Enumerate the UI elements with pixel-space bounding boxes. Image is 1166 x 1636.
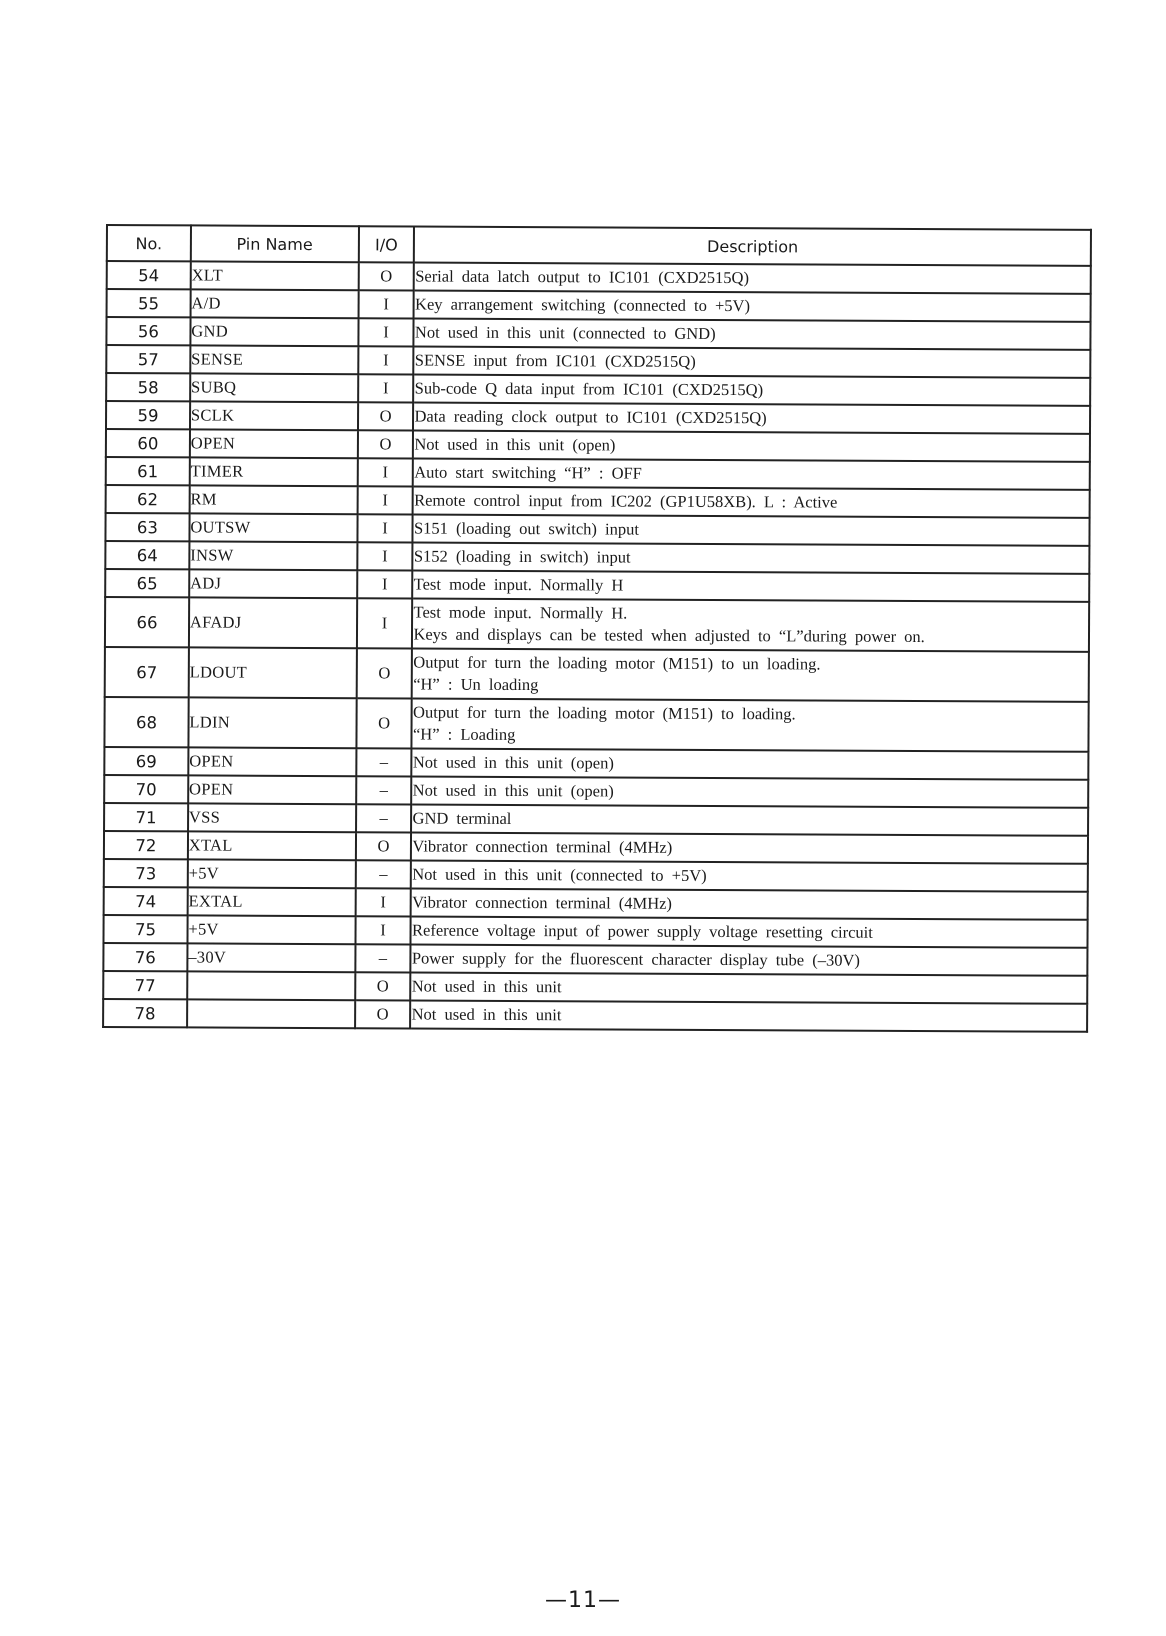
pin-io-cell: I bbox=[358, 374, 414, 402]
pin-name-cell: LDIN bbox=[188, 697, 356, 748]
pin-io-cell: O bbox=[355, 1000, 411, 1028]
description-line: Serial data latch output to IC101 (CXD2515Q) bbox=[415, 266, 750, 288]
pin-description-cell bbox=[414, 375, 1091, 406]
pin-name-cell: OPEN bbox=[190, 429, 358, 458]
pin-name-cell: SUBQ bbox=[190, 373, 358, 402]
description-line: Not used in this unit (connected to +5V) bbox=[412, 864, 707, 885]
description-line: GND terminal bbox=[412, 808, 512, 828]
description-line: Remote control input from IC202 (GP1U58XB). L : Active bbox=[414, 490, 838, 512]
description-line: Test mode input. Normally H. bbox=[413, 602, 628, 623]
pin-number-cell: 60 bbox=[106, 429, 190, 457]
description-line: SENSE input from IC101 (CXD2515Q) bbox=[414, 350, 696, 371]
pin-number-cell: 65 bbox=[105, 569, 189, 597]
description-line: Output for turn the loading motor (M151) to loading. bbox=[413, 702, 796, 724]
pin-io-cell: – bbox=[356, 748, 412, 776]
pin-description-cell bbox=[412, 599, 1089, 652]
description-line: Not used in this unit (open) bbox=[412, 780, 614, 801]
pin-description-cell bbox=[413, 487, 1090, 518]
pin-io-cell: I bbox=[357, 570, 413, 598]
table-body bbox=[103, 261, 1091, 1032]
pin-name-cell: +5V bbox=[188, 859, 356, 888]
table-header-row bbox=[107, 225, 1091, 266]
pin-name-cell: –30V bbox=[187, 943, 355, 972]
pin-description-cell bbox=[413, 515, 1090, 546]
pin-description-cell bbox=[412, 777, 1089, 808]
table-row bbox=[103, 999, 1087, 1032]
pin-number-cell: 61 bbox=[106, 457, 190, 485]
pin-description-cell bbox=[413, 543, 1090, 574]
description-line: Test mode input. Normally H bbox=[413, 574, 624, 595]
description-line: Vibrator connection terminal (4MHz) bbox=[412, 836, 673, 857]
pin-number-cell: 58 bbox=[106, 373, 190, 401]
page-number: —11— bbox=[545, 1588, 621, 1613]
pin-name-cell: OUTSW bbox=[189, 513, 357, 542]
pin-description-cell bbox=[413, 431, 1090, 462]
pin-number-cell: 73 bbox=[104, 859, 188, 887]
description-line: Output for turn the loading motor (M151) to un loading. bbox=[413, 652, 821, 674]
pin-number-cell: 68 bbox=[104, 697, 188, 747]
pin-name-cell bbox=[187, 999, 355, 1028]
pin-description-cell bbox=[411, 1000, 1088, 1031]
pin-description-table bbox=[102, 224, 1092, 1033]
pin-name-cell: VSS bbox=[188, 803, 356, 832]
pin-number-cell: 57 bbox=[106, 345, 190, 373]
description-line: “H” : Loading bbox=[412, 724, 516, 745]
pin-name-cell: XLT bbox=[191, 261, 359, 290]
pin-name-cell: OPEN bbox=[188, 747, 356, 776]
pin-number-cell: 54 bbox=[107, 261, 191, 289]
pin-number-cell: 77 bbox=[103, 971, 187, 999]
pin-number-cell: 66 bbox=[105, 597, 189, 647]
description-line: Auto start switching “H” : OFF bbox=[414, 462, 642, 483]
pin-io-cell: I bbox=[358, 290, 414, 318]
pin-io-cell: I bbox=[356, 598, 412, 648]
pin-number-cell: 70 bbox=[104, 775, 188, 803]
pin-name-cell: TIMER bbox=[190, 457, 358, 486]
pin-io-cell: O bbox=[356, 648, 412, 698]
pin-description-cell bbox=[411, 972, 1088, 1003]
pin-description-cell bbox=[412, 649, 1089, 702]
pin-io-cell: I bbox=[355, 916, 411, 944]
pin-name-cell: LDOUT bbox=[189, 647, 357, 698]
pin-io-cell: I bbox=[358, 346, 414, 374]
pin-name-cell: A/D bbox=[190, 289, 358, 318]
description-line: Data reading clock output to IC101 (CXD2515Q) bbox=[414, 406, 767, 428]
pin-name-cell: AFADJ bbox=[189, 597, 357, 648]
pin-io-cell: I bbox=[355, 888, 411, 916]
pin-name-cell: SENSE bbox=[190, 345, 358, 374]
pin-description-cell bbox=[414, 291, 1091, 322]
pin-number-cell: 64 bbox=[105, 541, 189, 569]
pin-number-cell: 63 bbox=[105, 513, 189, 541]
description-line: Not used in this unit (connected to GND) bbox=[414, 322, 716, 343]
pin-io-cell: O bbox=[355, 832, 411, 860]
header-description: Description bbox=[414, 227, 1091, 266]
pin-description-cell bbox=[414, 319, 1091, 350]
pin-number-cell: 72 bbox=[104, 831, 188, 859]
header-pin-name: Pin Name bbox=[191, 225, 359, 262]
pin-number-cell: 71 bbox=[104, 803, 188, 831]
pin-io-cell: I bbox=[357, 486, 413, 514]
pin-io-cell: I bbox=[357, 542, 413, 570]
pin-io-cell: O bbox=[358, 262, 414, 290]
pin-number-cell: 78 bbox=[103, 999, 187, 1027]
pin-name-cell: EXTAL bbox=[187, 887, 355, 916]
header-io: I/O bbox=[358, 226, 414, 262]
pin-name-cell: INSW bbox=[189, 541, 357, 570]
pin-description-cell bbox=[412, 749, 1089, 780]
description-line: Power supply for the fluorescent character display tube (–30V) bbox=[411, 948, 860, 970]
pin-number-cell: 67 bbox=[105, 647, 189, 697]
pin-description-cell bbox=[411, 833, 1088, 864]
header-no: No. bbox=[107, 225, 191, 261]
pin-io-cell: O bbox=[358, 402, 414, 430]
description-line: Not used in this unit (open) bbox=[414, 434, 616, 455]
pin-name-cell bbox=[187, 971, 355, 1000]
pin-number-cell: 74 bbox=[104, 887, 188, 915]
description-line: Reference voltage input of power supply voltage resetting circuit bbox=[411, 920, 873, 942]
pin-number-cell: 55 bbox=[107, 289, 191, 317]
description-line: Not used in this unit bbox=[411, 976, 562, 997]
pin-io-cell: O bbox=[356, 698, 412, 748]
pin-name-cell: +5V bbox=[187, 915, 355, 944]
table-row bbox=[104, 697, 1088, 752]
pin-number-cell: 75 bbox=[103, 915, 187, 943]
pin-description-cell bbox=[412, 699, 1089, 752]
pin-description-cell bbox=[411, 860, 1088, 891]
pin-io-cell: I bbox=[358, 318, 414, 346]
pin-name-cell: ADJ bbox=[189, 569, 357, 598]
pin-io-cell: O bbox=[355, 972, 411, 1000]
pin-number-cell: 62 bbox=[106, 485, 190, 513]
pin-description-cell bbox=[413, 403, 1090, 434]
pin-description-cell bbox=[414, 347, 1091, 378]
description-line: Vibrator connection terminal (4MHz) bbox=[412, 892, 673, 913]
pin-name-cell: RM bbox=[189, 485, 357, 514]
description-line: S151 (loading out switch) input bbox=[413, 518, 640, 539]
description-line: Not used in this unit bbox=[411, 1004, 562, 1025]
pin-description-cell bbox=[411, 888, 1088, 919]
pin-io-cell: – bbox=[355, 944, 411, 972]
pin-number-cell: 69 bbox=[104, 747, 188, 775]
pin-io-cell: I bbox=[357, 458, 413, 486]
pin-name-cell: OPEN bbox=[188, 775, 356, 804]
pin-name-cell: GND bbox=[190, 317, 358, 346]
pin-io-cell: – bbox=[356, 776, 412, 804]
description-line: S152 (loading in switch) input bbox=[413, 546, 631, 567]
pin-description-cell bbox=[411, 805, 1088, 836]
table-row bbox=[105, 647, 1089, 702]
description-line: Keys and displays can be tested when adjusted to “L”during power on. bbox=[413, 624, 925, 647]
pin-description-cell bbox=[411, 944, 1088, 975]
pin-name-cell: SCLK bbox=[190, 401, 358, 430]
pin-description-cell bbox=[413, 459, 1090, 490]
pin-io-cell: O bbox=[357, 430, 413, 458]
description-line: Not used in this unit (open) bbox=[412, 752, 614, 773]
pin-io-cell: I bbox=[357, 514, 413, 542]
pin-io-cell: – bbox=[355, 860, 411, 888]
pin-name-cell: XTAL bbox=[188, 831, 356, 860]
description-line: Key arrangement switching (connected to +5V) bbox=[415, 294, 751, 316]
pin-number-cell: 76 bbox=[103, 943, 187, 971]
pin-description-cell bbox=[414, 263, 1091, 294]
pin-description-cell bbox=[413, 571, 1090, 602]
pin-number-cell: 56 bbox=[106, 317, 190, 345]
description-line: “H” : Un loading bbox=[413, 674, 539, 695]
pin-io-cell: – bbox=[356, 804, 412, 832]
table-row bbox=[105, 597, 1089, 652]
description-line: Sub-code Q data input from IC101 (CXD2515Q) bbox=[414, 378, 764, 400]
pin-number-cell: 59 bbox=[106, 401, 190, 429]
pin-description-cell bbox=[411, 916, 1088, 947]
